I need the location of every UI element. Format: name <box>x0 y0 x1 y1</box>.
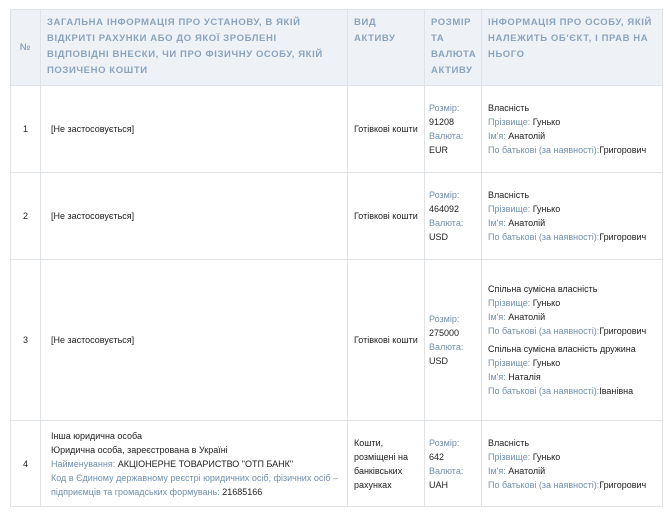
general-info-cell: [Не застосовується] <box>41 173 348 260</box>
asset-size-cell <box>425 173 482 260</box>
assets-table-container <box>10 9 662 507</box>
surname-label: Прізвище: <box>488 358 531 368</box>
first-name-value: Анатолій <box>508 218 546 228</box>
asset-size-cell <box>425 421 482 507</box>
currency-label: Валюта: <box>429 465 464 476</box>
general-info-cell: [Не застосовується] <box>41 260 348 421</box>
owner-info-cell <box>482 173 663 260</box>
ownership-right: Власність <box>488 437 530 448</box>
asset-size-cell <box>425 260 482 421</box>
currency-label: Валюта: <box>429 218 464 228</box>
header-general-info: ЗАГАЛЬНА ІНФОРМАЦІЯ ПРО УСТАНОВУ, В ЯКІЙ ВІДКРИТІ РАХУНКИ АБО ДО ЯКОЇ ЗРОБЛЕНІ ВІДПОВІДНІ ВНЕСКИ, ЧИ ПРО ФІЗИЧНУ ОСОБУ, ЯКІЙ ПОЗИЧЕНО КОШТИ <box>41 10 348 86</box>
ownership-right: Спільна сумісна власність <box>488 284 598 294</box>
currency-value: USD <box>429 356 449 366</box>
header-number: № <box>11 10 41 86</box>
general-info-cell <box>41 421 348 507</box>
row-number: 2 <box>11 173 41 260</box>
assets-table <box>10 9 663 507</box>
patronymic-label: По батькові (за наявності): <box>488 232 600 242</box>
first-name-label: Ім'я: <box>488 131 506 141</box>
first-name-label: Ім'я: <box>488 312 506 322</box>
owner-info-cell <box>482 86 663 173</box>
surname-value: Гунько <box>532 451 561 462</box>
row-number: 3 <box>11 260 41 421</box>
entity-registration: Юридична особа, зареєстрована в Україні <box>51 444 228 455</box>
surname-value: Гунько <box>532 117 561 127</box>
asset-type-cell: Готівкові кошти <box>348 86 425 173</box>
patronymic-label: По батькові (за наявності): <box>488 145 600 155</box>
patronymic-value: Григорович <box>599 145 647 155</box>
row-number: 1 <box>11 86 41 173</box>
first-name-value: Анатолій <box>508 465 546 476</box>
surname-label: Прізвище: <box>488 451 531 462</box>
general-info-cell: [Не застосовується] <box>41 86 348 173</box>
size-label: Розмір: <box>429 103 460 113</box>
table-row <box>11 421 663 507</box>
size-value: 275000 <box>429 328 460 338</box>
size-label: Розмір: <box>429 314 460 324</box>
first-name-label: Ім'я: <box>488 218 506 228</box>
owner-info-cell <box>482 260 663 421</box>
size-label: Розмір: <box>429 437 460 448</box>
surname-value: Гунько <box>532 204 561 214</box>
currency-value: UAH <box>429 479 449 490</box>
asset-type-cell: Готівкові кошти <box>348 173 425 260</box>
patronymic-value: Григорович <box>599 232 647 242</box>
asset-size-cell <box>425 86 482 173</box>
first-name-label: Ім'я: <box>488 465 506 476</box>
ownership-right: Власність <box>488 103 530 113</box>
surname-label: Прізвище: <box>488 298 531 308</box>
entity-name-value: АКЦІОНЕРНЕ ТОВАРИСТВО "ОТП БАНК" <box>117 458 294 469</box>
entity-type: Інша юридична особа <box>51 430 142 441</box>
surname-label: Прізвище: <box>488 117 531 127</box>
header-owner-info: ІНФОРМАЦІЯ ПРО ОСОБУ, ЯКІЙ НАЛЕЖИТЬ ОБ'ЄКТ, І ПРАВ НА НЬОГО <box>482 10 663 86</box>
patronymic-label: По батькові (за наявності): <box>488 386 600 396</box>
currency-label: Валюта: <box>429 131 464 141</box>
ownership-right: Власність <box>488 190 530 200</box>
header-asset-size: РОЗМІР ТА ВАЛЮТА АКТИВУ <box>425 10 482 86</box>
table-row <box>11 86 663 173</box>
entity-code-label: Код в Єдиному державному реєстрі юридичних осіб, фізичних осіб – підприємців та громадських формувань: <box>51 472 338 497</box>
patronymic-label: По батькові (за наявності): <box>488 326 600 336</box>
currency-value: EUR <box>429 145 449 155</box>
surname-value: Гунько <box>532 358 561 368</box>
patronymic-value: Григорович <box>599 326 647 336</box>
size-value: 464092 <box>429 204 460 214</box>
entity-code-value: 21685166 <box>222 486 263 497</box>
first-name-value: Анатолій <box>508 131 546 141</box>
size-value: 642 <box>429 451 445 462</box>
header-asset-type: ВИД АКТИВУ <box>348 10 425 86</box>
asset-type-cell: Кошти, розміщені на банківських рахунках <box>348 421 425 507</box>
patronymic-value: Григорович <box>599 479 647 490</box>
table-row <box>11 260 663 421</box>
ownership-right: Спільна сумісна власність дружина <box>488 344 636 354</box>
table-row <box>11 173 663 260</box>
first-name-value: Анатолій <box>508 312 546 322</box>
entity-name-label: Найменування: <box>51 458 116 469</box>
surname-value: Гунько <box>532 298 561 308</box>
row-number: 4 <box>11 421 41 507</box>
owner-info-cell <box>482 421 663 507</box>
currency-value: USD <box>429 232 449 242</box>
size-value: 91208 <box>429 117 455 127</box>
table-header-row <box>11 10 663 86</box>
size-label: Розмір: <box>429 190 460 200</box>
currency-label: Валюта: <box>429 342 464 352</box>
patronymic-label: По батькові (за наявності): <box>488 479 600 490</box>
first-name-label: Ім'я: <box>488 372 506 382</box>
asset-type-cell: Готівкові кошти <box>348 260 425 421</box>
patronymic-value: Іванівна <box>599 386 634 396</box>
surname-label: Прізвище: <box>488 204 531 214</box>
first-name-value: Наталія <box>508 372 541 382</box>
